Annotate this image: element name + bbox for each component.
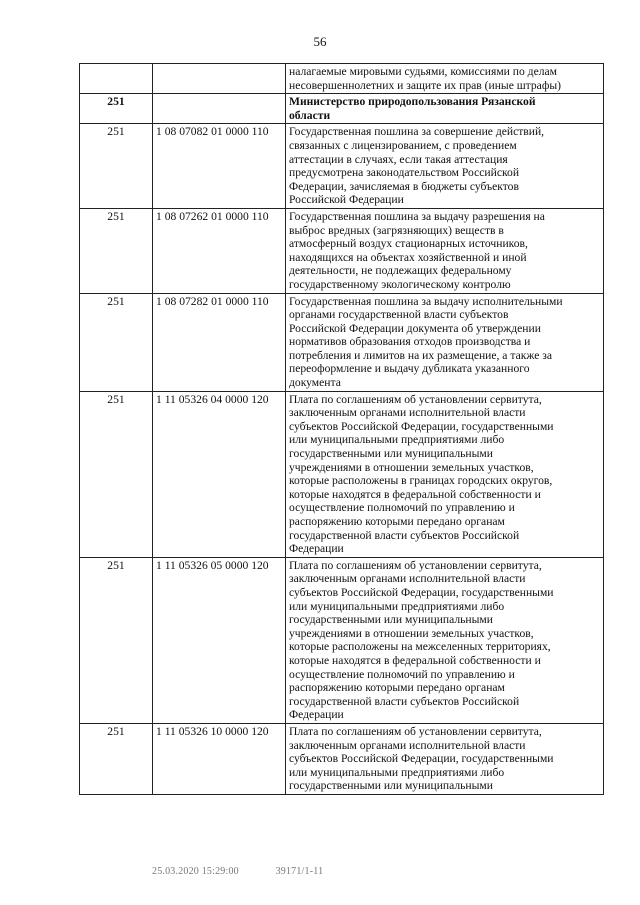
description-line: распоряжению которыми передано органам	[289, 515, 505, 528]
table-row	[80, 208, 604, 293]
description-line: субъектов Российской Федерации, государственными	[289, 419, 554, 433]
description-line: налагаемые мировыми судьями, комиссиями по делам	[289, 65, 557, 78]
description-line: учреждениями в отношении земельных участков,	[289, 626, 534, 640]
description-line: Федерации	[289, 542, 344, 556]
description-line: которые расположены на межселенных территориях,	[289, 640, 551, 654]
description-line: государственной власти субъектов Российской	[289, 694, 520, 708]
page-number: 56	[313, 34, 327, 49]
revenue-code-cell	[153, 64, 286, 94]
description-line: связанных с лицензированием, с проведением	[289, 138, 517, 152]
admin-code-cell	[80, 64, 153, 94]
description-cell	[286, 124, 604, 209]
description-line: Российской Федерации документа об утверждении	[289, 321, 541, 335]
footer-timestamp: 25.03.2020 15:29:00	[152, 866, 239, 877]
revenue-code-cell: 1 11 05326 10 0000 120	[153, 723, 286, 794]
description-cell	[286, 94, 604, 124]
description-line: или муниципальными предприятиями либо	[289, 765, 505, 779]
revenue-code-cell: 1 08 07262 01 0000 110	[153, 208, 286, 293]
description-line: деятельности, не подлежащих федеральному	[289, 264, 512, 278]
admin-code-cell: 251	[80, 124, 153, 209]
revenue-code-cell: 1 08 07282 01 0000 110	[153, 293, 286, 391]
description-line: документа	[289, 376, 341, 390]
description-line: органами государственной власти субъектов	[289, 308, 509, 322]
description-cell	[286, 557, 604, 723]
revenue-code-cell: 1 11 05326 05 0000 120	[153, 557, 286, 723]
description-line: Государственная пошлина за выдачу исполнительными	[289, 294, 563, 308]
description-line: государственной власти субъектов Российской	[289, 528, 520, 542]
admin-code-cell: 251	[80, 723, 153, 794]
description-line: заключенным органами исполнительной власти	[289, 738, 526, 752]
description-cell	[286, 64, 604, 94]
description-line: находящихся на объектах хозяйственной и иной	[289, 250, 527, 264]
description-line: распоряжению которыми передано органам	[289, 681, 505, 695]
description-line: которые находятся в федеральной собственности и	[289, 487, 541, 501]
description-cell	[286, 293, 604, 391]
description-line: осуществление полномочий по управлению и	[289, 667, 515, 681]
description-line: Министерство природопользования Рязанской	[289, 95, 536, 109]
admin-code-cell: 251	[80, 557, 153, 723]
table-row	[80, 94, 604, 124]
description-line: заключенным органами исполнительной власти	[289, 406, 526, 420]
description-line: государственными или муниципальными	[289, 779, 493, 793]
description-line: потребления и лимитов на их размещение, а также за	[289, 348, 552, 362]
description-line: Плата по соглашениям об установлении сервитута,	[289, 558, 542, 572]
table-row	[80, 293, 604, 391]
description-line: которые находятся в федеральной собственности и	[289, 653, 541, 667]
admin-code-cell: 251	[80, 391, 153, 557]
admin-code-cell: 251	[80, 208, 153, 293]
table-row	[80, 64, 604, 94]
revenue-code-cell: 1 08 07082 01 0000 110	[153, 124, 286, 209]
description-line: Государственная пошлина за выдачу разрешения на	[289, 209, 545, 223]
description-line: Плата по соглашениям об установлении сервитута,	[289, 392, 542, 406]
description-line: осуществление полномочий по управлению и	[289, 501, 515, 515]
description-line: или муниципальными предприятиями либо	[289, 599, 505, 613]
revenue-code-cell	[153, 94, 286, 124]
description-line: Федерации	[289, 708, 344, 722]
description-line: которые расположены в границах городских округов,	[289, 474, 553, 488]
description-cell	[286, 723, 604, 794]
description-line: переоформление и выдачу дубликата указанного	[289, 362, 530, 376]
description-line: государственными или муниципальными	[289, 613, 493, 627]
table-row	[80, 391, 604, 557]
description-line: заключенным органами исполнительной власти	[289, 572, 526, 586]
description-line: нормативов образования отходов производства и	[289, 335, 531, 349]
table-row	[80, 557, 604, 723]
description-line: области	[289, 108, 331, 122]
description-line: атмосферный воздух стационарных источников,	[289, 237, 528, 251]
admin-code-cell: 251	[80, 94, 153, 124]
description-line: предусмотрена законодательством Российской	[289, 166, 520, 180]
footer-document-id: 39171/1-11	[275, 866, 324, 877]
table-row	[80, 723, 604, 794]
footer	[152, 866, 323, 877]
description-line: субъектов Российской Федерации, государственными	[289, 585, 554, 599]
admin-code-cell: 251	[80, 293, 153, 391]
revenue-codes-table	[79, 63, 604, 795]
description-cell	[286, 391, 604, 557]
description-line: учреждениями в отношении земельных участков,	[289, 460, 534, 474]
description-line: Плата по соглашениям об установлении сервитута,	[289, 724, 542, 738]
description-line: государственными или муниципальными	[289, 447, 493, 461]
description-line: Государственная пошлина за совершение действий,	[289, 125, 545, 139]
description-line: аттестации в случаях, если такая аттестация	[289, 152, 508, 166]
description-line: выброс вредных (загрязняющих) веществ в	[289, 223, 504, 237]
description-line: субъектов Российской Федерации, государственными	[289, 752, 554, 766]
revenue-code-cell: 1 11 05326 04 0000 120	[153, 391, 286, 557]
description-line: Российской Федерации	[289, 193, 404, 207]
description-cell	[286, 208, 604, 293]
description-line: государственному экологическому контролю	[289, 277, 511, 291]
description-line: несовершеннолетних и защите их прав (иные штрафы)	[289, 78, 561, 92]
table-row	[80, 124, 604, 209]
description-line: или муниципальными предприятиями либо	[289, 433, 505, 447]
description-line: Федерации, зачисляемая в бюджеты субъектов	[289, 179, 519, 193]
